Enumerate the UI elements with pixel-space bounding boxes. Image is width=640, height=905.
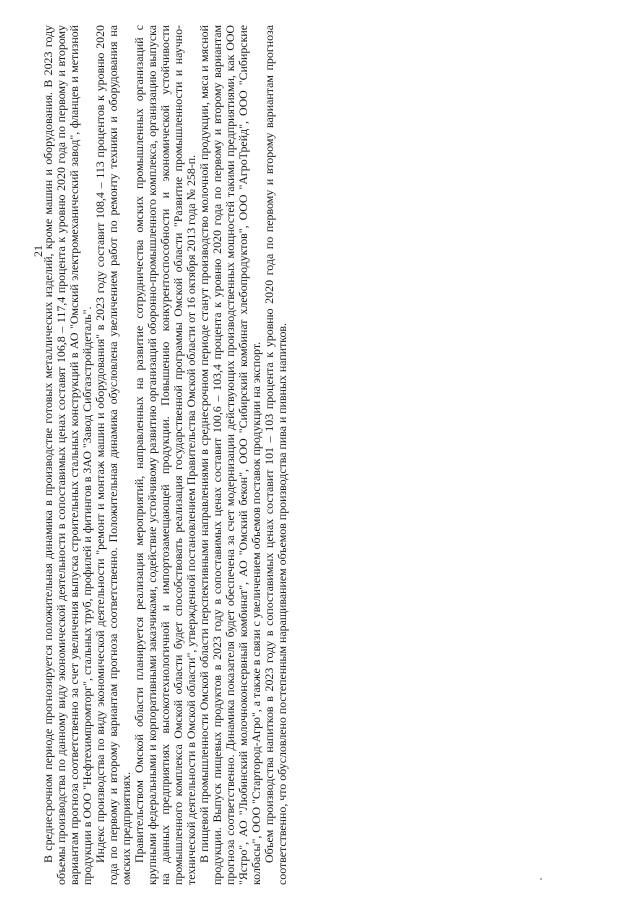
paragraph-government-measures: Правительством Омской области планируется реализация мероприятий, направленных на развитие сотрудничества омских промышленных организаций с крупными федеральными и корпоративными заказчиками, содействие устойчивому развитию организаций оборонно-промышленного комплекса, организацию выпуска на данных предприятиях высокотехнологичной и импортозамещающей продукции. Повышению конкурентоспособности и экономической устойчивости промышленного комплекса Омской области будет способствовать реализация государственной программы Омской области "Развитие промышленности и научно-технической деятельности в Омской области", утвержденной постановлением Правительства Омской области от 16 октября 2013 года № 258-п. [132, 25, 198, 885]
paragraph-machine-repair: Индекс производства по виду экономической деятельности "ремонт и монтаж машин и оборудования" в 2023 году составит 108,4 – 113 процентов к уровню 2020 года по первому и второму вариантам прогноза соответственно. Положительная динамика обусловлена увеличением работ по ремонту техники и оборудования на омских предприятиях. [93, 25, 133, 885]
rotated-content [31, 25, 597, 885]
scan-speck [540, 878, 542, 880]
paragraph-food-industry: В пищевой промышленности Омской области перспективными направлениями в среднесрочном периоде станут производство молочной продукции, мяса и мясной продукции. Выпуск пищевых продуктов в 2023 году в сопоставимых ценах составит 100,6 – 103,4 процента к уровню 2020 года по первому и второму вариантам прогноза соответственно. Динамика показателя будет обеспечена за счет модернизации действующих производственных мощностей такими предприятиями, как ООО "Ястро", АО "Любинский молочноконсервный комбинат", АО "Омский бекон", ООО "Сибирский комбинат хлебопродуктов", ООО "АгроТрейд", ООО "Сибирские колбасы", ООО "Стартород-Агро", а также в связи с увеличением объемов поставок продукции на экспорт. [197, 25, 263, 885]
paragraph-metal-products: В среднесрочном периоде прогнозируется положительная динамика в производстве готовых металлических изделий, кроме машин и оборудования. В 2023 году объемы производства по данному виду экономической деятельности в сопоставимых ценах составят 106,8 – 117,4 процента к уровню 2020 года по первому и второму вариантам прогноза соответственно за счет увеличения выпуска строительных стальных конструкций в АО "Омский электромеханический завод", фланцев и метизной продукции в ООО "Нефтехимпромторг", стальных труб, профилей и фитингов в ЗАО "Завод Сибгазстройдеталь". [41, 25, 94, 885]
body-text [42, 25, 289, 885]
page-number: 21 [31, 245, 45, 257]
paragraph-beverages: Объем производства напитков в 2023 году в сопоставимых ценах составит 101 – 103 процента к уровню 2020 года по первому и второму вариантам прогноза соответственно, что обусловлено постепенным наращиванием объемов производства пива и пивных напитков. [262, 25, 289, 885]
